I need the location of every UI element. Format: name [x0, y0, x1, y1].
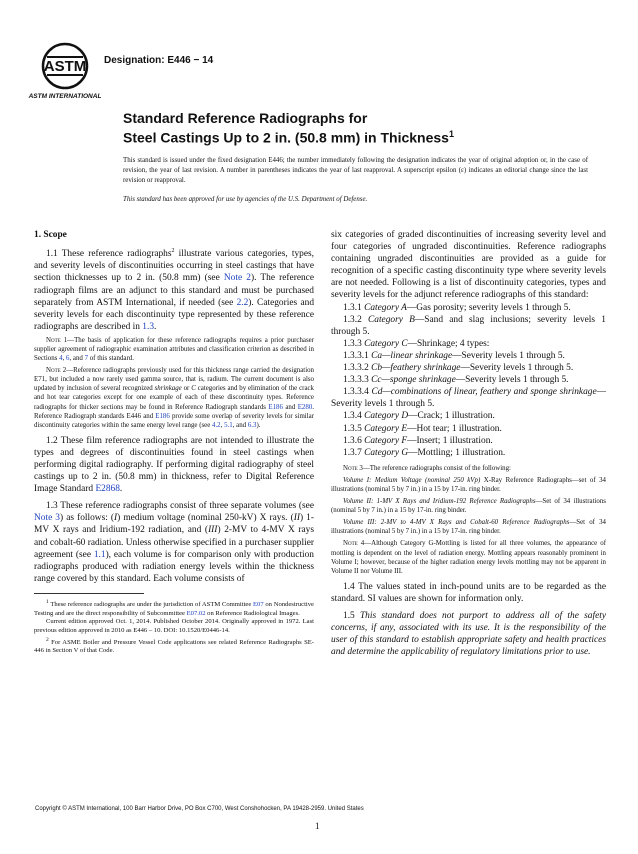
title-footnote-mark: 1: [448, 129, 454, 139]
link-e2868[interactable]: E2868: [95, 484, 120, 495]
footnote-2: $^2$ For ASME Boiler and Pressure Vessel Code applications see related Reference Radiographs SE-446 in Section V of that Code.: [34, 636, 314, 655]
item-1-3-1: 1.3.1 Category A—Gas porosity; severity levels 1 through 5.: [343, 302, 571, 313]
link-section-7[interactable]: 7: [84, 355, 89, 363]
note-1: Note 1—The basis of application for these reference radiographs requires a prior purchaser supplier agreement of radiographic examination attributes and classification criterion as described in Sections 4, 6, and 7 of this standard.: [34, 336, 314, 363]
dod-approval-note: This standard has been approved for use by agencies of the U.S. Department of Defense.: [123, 196, 368, 203]
footnote-divider: [34, 593, 144, 594]
item-1-3-7: 1.3.7 Category G—Mottling; 1 illustration.: [343, 447, 506, 458]
svg-text:ASTM INTERNATIONAL: ASTM INTERNATIONAL: [28, 93, 102, 100]
section-heading-scope: 1. Scope: [34, 230, 67, 240]
link-section-6[interactable]: 6: [65, 355, 70, 363]
left-column: [34, 229, 314, 656]
volume-2: Volume II: 1-MV X Rays and Iridium-192 Reference Radiographs—Set of 34 illustrations (nominal 5 by 7 in.) in a 15 by 17-in. ring binder.: [331, 498, 606, 515]
item-1-3-2: 1.3.2 Category B—Sand and slag inclusions; severity levels 1 through 5.: [331, 314, 606, 337]
paragraph-1-5: 1.5 This standard does not purport to address all of the safety concerns, if any, associated with its use. It is the responsibility of the user of this standard to establish appropriate safety and health practices and determine the applicability of regulatory limitations prior to use.: [331, 611, 606, 658]
link-note-2[interactable]: Note 2: [223, 273, 251, 284]
intro-paragraph: This standard is issued under the fixed designation E446; the number immediately following the designation indicates the year of original adoption or, in the case of revision, the year of last revision. A number in parentheses indicates the year of last reapproval. A superscript epsilon (ε) indicates an editorial change since the last revision or reapproval.: [123, 157, 588, 184]
link-e07-02[interactable]: E07.02: [186, 609, 206, 617]
paragraph-1-3-continued: six categories of graded discontinuities of increasing severity level and four categories of ungraded discontinuities. Reference radiographs containing ungraded discontinuities are provided as a guide for recognition of a specific casting discontinuity type where severity levels are not needed. Following is a list of discontinuity categories, types and severity levels for the adjunct reference radiographs of this standard:: [331, 230, 606, 301]
item-1-3-3-3: 1.3.3.3 Cc—sponge shrinkage—Severity levels 1 through 5.: [343, 375, 569, 386]
paragraph-1-1: 1.1 These reference radiographs$^2$ illustrate various categories, types, and severity levels of discontinuities occurring in steel castings that have section thicknesses up to 2 in. (50.8 mm) (see Note 2). The reference radiograph films are an adjunct to this standard and must be purchased separately from ASTM International, if needed (see 2.2). Categories and severity levels for each discontinuity type represented by these reference radiographs are described in 1.3.: [34, 248, 315, 332]
note-2: Note 2—Reference radiographs previously used for this thickness range carried the designation E71, but included a now rarely used gamma source, that is, radium. The current document is also updated by inclusion of several recognized shrinkage or C categories and by elimination of the crack and hot tear categories except for one example of each of these discontinuity types. Reference radiographs for thicker sections may be found in Reference Radiograph standards E186 and E280. Reference Radiograph standards E446 and E186 provide some overlap of severity levels for similar discontinuity categories within the same energy level range (see 4.2, 5.1, and 6.3).: [34, 367, 315, 429]
astm-logo: [28, 40, 102, 102]
title-line-2: Steel Castings Up to 2 in. (50.8 mm) in Thickness$^1$: [123, 129, 454, 146]
link-note-3[interactable]: Note 3: [34, 513, 60, 524]
paragraph-1-3: 1.3 These reference radiographs consist of three separate volumes (see Note 3) as follows: (I) medium voltage (nominal 250-kV) X rays. (II) 1-MV X rays and Iridium-192 radiation, and (III) 2-MV to 4-MV X rays and cobalt-60 radiation. Unless otherwise specified in a purchaser supplier agreement (see 1.1), each volume is for comparison only with production radiographs produced with radiation energy levels within the thickness range covered by this standard. Each volume consists of: [34, 501, 314, 584]
designation: Designation: E446 − 14: [104, 55, 214, 66]
link-5-1[interactable]: 5.1: [224, 421, 233, 429]
item-1-3-3: 1.3.3 Category C—Shrinkage; 4 types:: [343, 338, 490, 349]
copyright-footer: Copyright © ASTM International, 100 Barr Harbor Drive, PO Box C700, West Conshohocken, PA 19428-2959. United States: [35, 806, 364, 812]
item-1-3-3-2: 1.3.3.2 Cb—feathery shrinkage—Severity levels 1 through 5.: [343, 363, 574, 374]
page-number: 1: [315, 821, 320, 831]
link-4-2[interactable]: 4.2: [212, 421, 221, 429]
document-title: [123, 110, 593, 146]
svg-text:ASTM: ASTM: [43, 58, 87, 75]
right-column: [331, 229, 606, 658]
link-6-3[interactable]: 6.3: [247, 421, 257, 429]
item-1-3-4: 1.3.4 Category D—Crack; 1 illustration.: [343, 411, 495, 422]
item-1-3-3-1: 1.3.3.1 Ca—linear shrinkage—Severity levels 1 through 5.: [343, 350, 565, 361]
item-1-3-5: 1.3.5 Category E—Hot tear; 1 illustration.: [343, 423, 502, 434]
link-1-3[interactable]: 1.3: [142, 321, 155, 332]
link-e186-2[interactable]: E186: [155, 412, 170, 420]
link-2-2[interactable]: 2.2: [236, 297, 249, 308]
title-line-1: Standard Reference Radiographs for: [123, 110, 368, 126]
footnote-1-edition: Current edition approved Oct. 1, 2014. Published October 2014. Originally approved in 1972. Last previous edition approved in 2010 as E446 – 10. DOI: 10.1520/E0446-14.: [34, 618, 314, 634]
link-1-1[interactable]: 1.1: [93, 549, 106, 560]
note-3: Note 3—The reference radiographs consist of the following:: [343, 464, 511, 472]
link-e07[interactable]: E07: [253, 601, 264, 609]
footnote-1: $^1$ These reference radiographs are under the jurisdiction of ASTM Committee E07 on Nondestructive Testing and are the direct responsibility of Subcommittee E07.02 on Reference Radiological Images.: [34, 598, 314, 617]
link-section-4[interactable]: 4: [59, 355, 63, 363]
volume-1: Volume I: Medium Voltage (nominal 250 kVp) X-Ray Reference Radiographs—set of 34 illustrations (nominal 5 by 7 in.) in a 15 by 17-in. ring binder.: [331, 476, 606, 493]
paragraph-1-2: 1.2 These film reference radiographs are not intended to illustrate the types and degrees of discontinuities found in steel castings when performing digital radiography. If performing digital radiography of steel castings up to 2 in. (50.8 mm) in thickness, refer to Digital Reference Image Standard E2868.: [34, 435, 314, 495]
note-4: Note 4—Although Category G-Mottling is listed for all three volumes, the appearance of mottling is dependent on the level of radiation energy. Mottling appears reasonably prominent in Volume I; however, because of the higher radiation energy levels mottling may not be apparent in Volume II nor Volume III.: [331, 540, 606, 575]
paragraph-1-4: 1.4 The values stated in inch-pound units are to be regarded as the standard. SI values are shown for information only.: [331, 581, 606, 604]
link-e186[interactable]: E186: [268, 403, 283, 411]
volume-3: Volume III: 2-MV to 4-MV X Rays and Cobalt-60 Reference Radiographs—Set of 34 illustrations (nominal 5 by 7 in.) in a 15 by 17-in. ring binder.: [331, 519, 606, 536]
link-e280[interactable]: E280: [297, 403, 313, 411]
item-1-3-3-4: 1.3.3.4 Cd—combinations of linear, feathery and sponge shrinkage—Severity levels 1 through 5.: [331, 387, 606, 410]
item-1-3-6: 1.3.6 Category F—Insert; 1 illustration.: [343, 435, 493, 446]
